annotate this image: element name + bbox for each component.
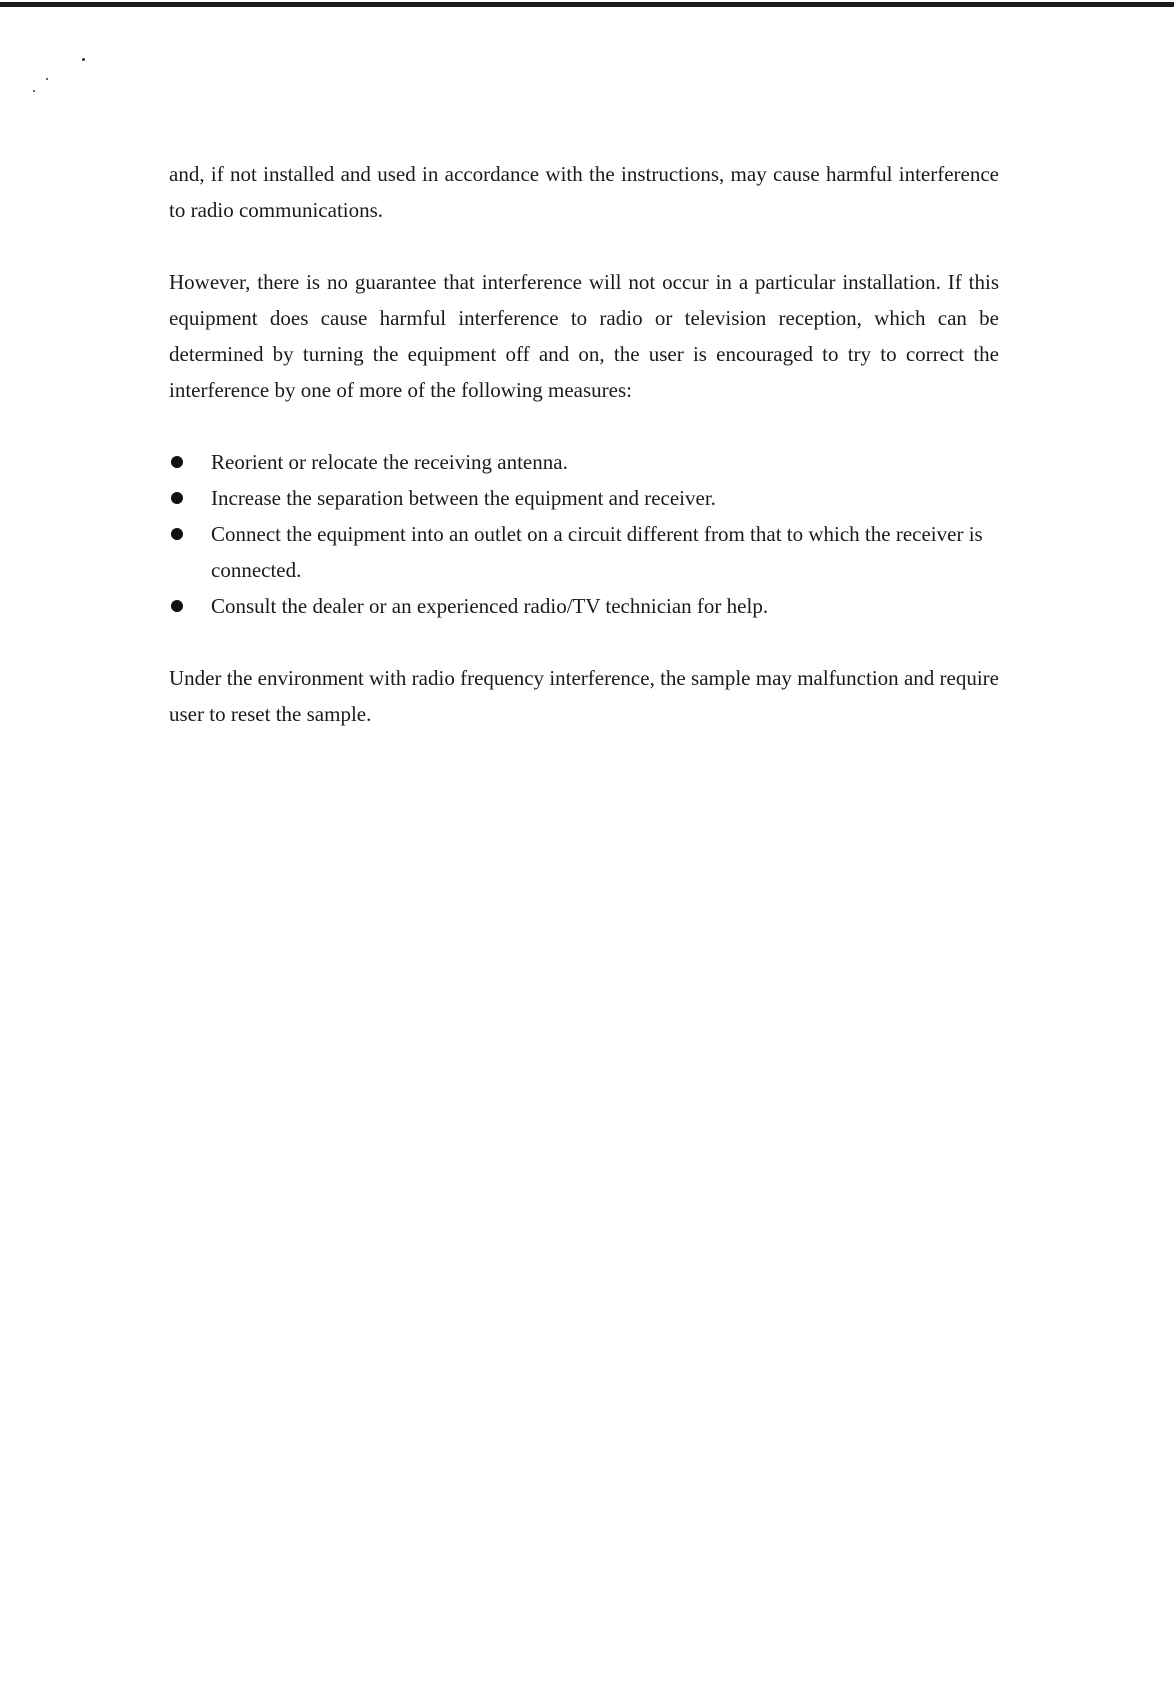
list-item-text: Consult the dealer or an experienced radio/TV technician for help. <box>211 594 769 618</box>
list-item-text: Increase the separation between the equipment and receiver. <box>211 486 716 510</box>
bullet-icon <box>171 600 183 612</box>
intro-paragraph: and, if not installed and used in accordance with the instructions, may cause harmful interference to radio communications. <box>169 162 999 222</box>
scan-speck <box>46 78 48 80</box>
measures-list <box>169 444 999 624</box>
document-body <box>169 156 999 732</box>
page-top-rule <box>0 2 1174 7</box>
list-item-text: Connect the equipment into an outlet on a circuit different from that to which the receiver is connected. <box>211 522 983 582</box>
guarantee-paragraph: However, there is no guarantee that interference will not occur in a particular installation. If this equipment does cause harmful interference to radio or television reception, which can be determined by turning the equipment off and on, the user is encouraged to try to correct the interference by one of more of the following measures: <box>169 270 999 402</box>
list-item <box>169 516 999 588</box>
bullet-icon <box>171 492 183 504</box>
closing-paragraph: Under the environment with radio frequency interference, the sample may malfunction and require user to reset the sample. <box>169 666 999 726</box>
bullet-icon <box>171 456 183 468</box>
scan-speck <box>82 58 85 61</box>
scan-speck <box>33 90 35 92</box>
list-item-text: Reorient or relocate the receiving antenna. <box>211 450 568 474</box>
list-item <box>169 480 999 516</box>
list-item <box>169 588 999 624</box>
bullet-icon <box>171 528 183 540</box>
list-item <box>169 444 999 480</box>
